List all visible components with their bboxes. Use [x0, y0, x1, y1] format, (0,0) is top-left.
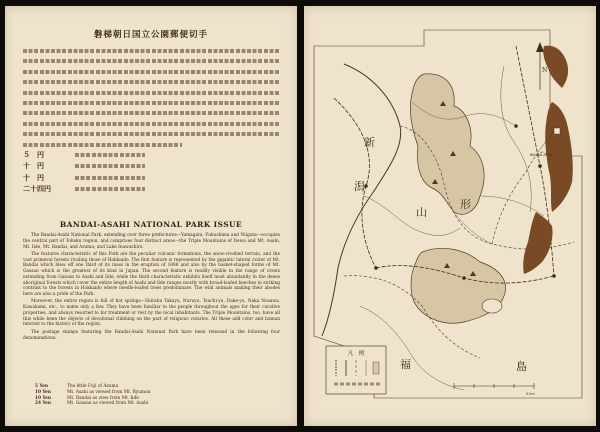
japanese-text-line	[23, 98, 279, 108]
stamp-denomination: 十 円	[23, 161, 44, 171]
stamp-denomination: 二十四円	[23, 184, 51, 194]
english-stamp-row: 10 Yen Mt. Asahi as viewed from Mt. Ryumon	[35, 389, 151, 395]
town-marker	[552, 274, 556, 278]
japanese-text-line	[23, 108, 279, 118]
stamp-denomination: 十 円	[23, 172, 44, 182]
english-stamp-row: 5 Yen The little Fuji of Azuma	[35, 384, 119, 389]
english-body	[23, 233, 280, 343]
coastline	[322, 64, 401, 336]
region-label: 山	[416, 206, 427, 219]
stamp-row	[23, 161, 279, 173]
japan-inset-kyushu	[523, 212, 552, 274]
right-page	[304, 6, 596, 426]
english-paragraph: Moreover, the entire region is full of hot springs—Shirabu Takayu, Nuruyu, Tsuchi-yu, Dake-yu, Naka Nosawa, Kawakami, etc., to name only a few. They have been familiar to the people throughout the ages for their curative properties, and always resorted to for treatment or rest by the local inhabitants. The Triple Mountains, too, have all this while been the objects of devotional climbing on the part of religious votaries. All these add color and human interest to the history of the region.	[23, 299, 280, 328]
legend-title: 凡 例	[347, 351, 365, 357]
japanese-stamp-list	[23, 149, 279, 195]
region-label: 新	[364, 136, 375, 149]
inset-label: BANDAI-ASAHI	[530, 153, 554, 157]
english-paragraph: The Bandai-Asahi National Park, extending over three prefectures—Yamagata, Fukushima and Niigata—occupies the central part of Tohoku region, and comprises four distinct areas—the Triple Mountains of Dewa and Mt. Asahi, Mt. Iide, Mt. Bandai, and Azuma; and Lake Inawashiro.	[23, 233, 280, 250]
english-stamp-list	[35, 384, 265, 407]
scale-label: 0 km	[526, 392, 535, 396]
park-area-asahi	[410, 74, 484, 214]
park-location-highlight	[554, 128, 560, 134]
region-label: 潟	[354, 180, 365, 193]
region-label: 形	[460, 198, 471, 211]
stamp-denomination: ５ 円	[23, 149, 44, 159]
lake-inawashiro	[482, 299, 502, 313]
river	[364, 196, 460, 236]
japanese-text-line	[23, 56, 279, 66]
page-fold	[297, 0, 304, 432]
town-marker	[514, 124, 518, 128]
stamp-row	[23, 172, 279, 184]
japanese-text-line	[23, 129, 279, 139]
region-label: 福	[400, 358, 411, 371]
japan-inset-honshu	[545, 102, 573, 212]
english-paragraph: The features characteristic of this Park are the peculiar volcanic formations, the snow-crushed terrain, and the vast primeval forests rivaling those of Hokkaido. The first feature is represented by the gigantic lateral crater of Mt. Bandai which blew off one third of its mass in the eruption of 1888 and also by the basket-shaped forms of Mt. Gassan which is the greatest of its kind in Japan. The second feature is readily visible in the range of crests extending from Gassan to Asahi and Iide, while the third characteristic exhibits itself most abundantly in the dense aboriginal forests which cover the entire length of Asahi and Iide ranges mostly with broad-leafed beeches in striking contrast to the forests in Hokkaido where needle-leafed trees predominate. The wild animals making their abodes here are also a pride of the Park.	[23, 251, 281, 298]
english-stamp-row: 10 Yen Mt. Bandai as view from Mt. Iide	[35, 395, 139, 401]
japanese-title: 磐梯朝日国立公園郵便切手	[93, 30, 208, 40]
town-marker	[462, 276, 466, 280]
stamp-row	[23, 184, 279, 196]
road	[480, 196, 544, 216]
japanese-text-line	[23, 46, 279, 56]
japanese-text-line	[23, 88, 279, 98]
english-stamp-row: 24 Yen Mt. Gassan as viewed from Mt. Asahi	[35, 401, 149, 407]
english-paragraph: The postage stamps featuring the Bandai-Asahi National Park have been released in the following four denominations:	[23, 329, 280, 341]
japanese-text-line	[23, 67, 279, 77]
japanese-text-line	[23, 119, 279, 129]
town-marker	[538, 164, 542, 168]
legend-symbol	[373, 362, 379, 374]
town-marker	[374, 266, 378, 270]
left-page	[5, 6, 297, 426]
stamp-row	[23, 149, 279, 161]
region-label: 島	[516, 360, 527, 373]
japanese-paragraph	[23, 46, 279, 150]
english-title: BANDAI-ASAHI NATIONAL PARK ISSUE	[59, 220, 243, 229]
north-arrow-head	[536, 42, 544, 52]
river	[501, 66, 531, 212]
japanese-text-line	[23, 77, 279, 87]
park-map	[304, 6, 596, 426]
north-label: N	[542, 67, 548, 74]
